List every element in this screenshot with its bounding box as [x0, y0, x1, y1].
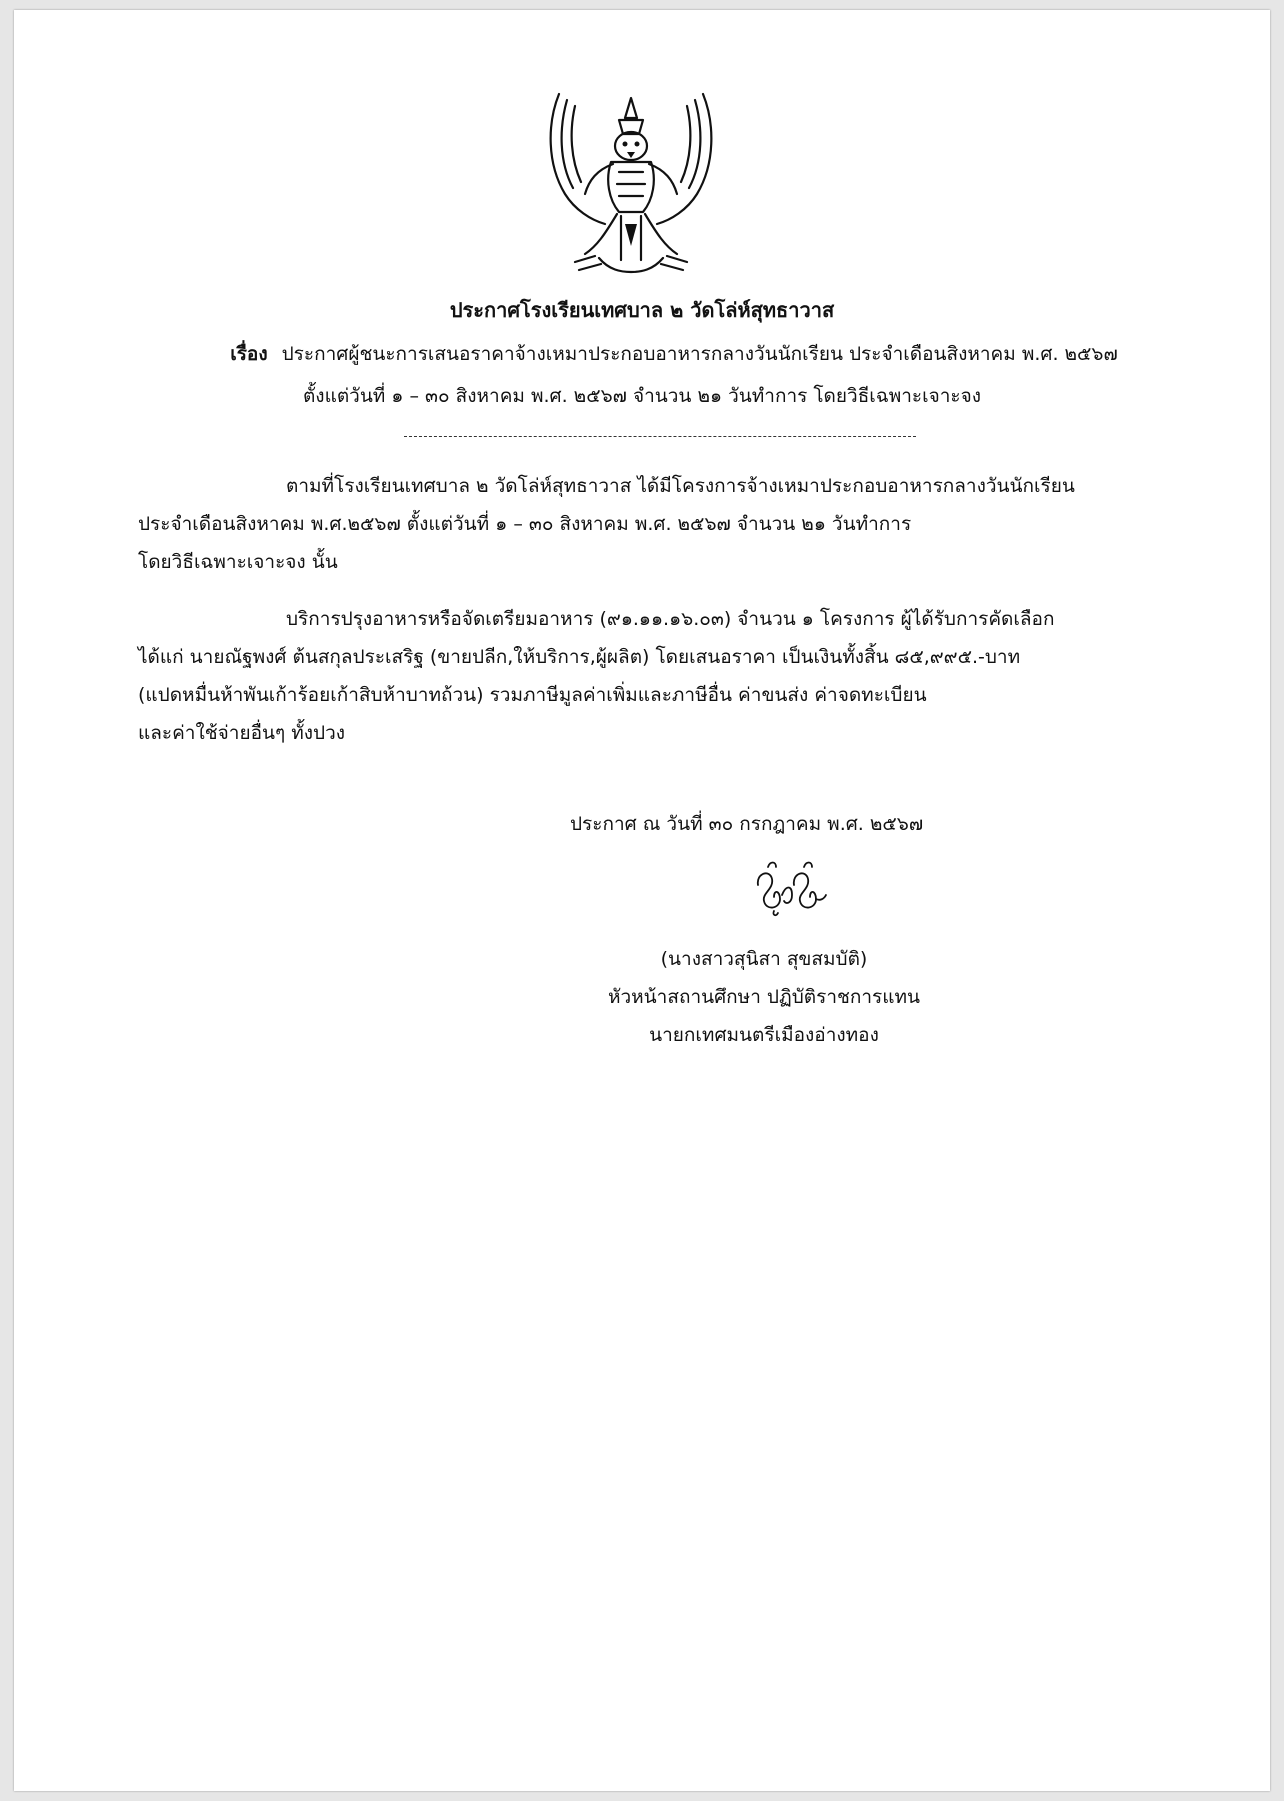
signer-block — [574, 940, 954, 1054]
signer-position: หัวหน้าสถานศึกษา ปฏิบัติราชการแทน — [607, 986, 921, 1008]
handwritten-signature — [752, 855, 832, 919]
document-title: ประกาศโรงเรียนเทศบาล ๒ วัดโล่ห์สุทธาวาส — [449, 298, 835, 322]
paragraph-line: บริการปรุงอาหารหรือจัดเตรียมอาหาร (๙๑.๑๑.๑๖.๐๓) จำนวน ๑ โครงการ ผู้ได้รับการคัดเลือก — [286, 608, 1055, 630]
paragraph-line: ประจำเดือนสิงหาคม พ.ศ.๒๕๖๗ ตั้งแต่วันที่ ๑ – ๓๐ สิงหาคม พ.ศ. ๒๕๖๗ จำนวน ๒๑ วันทำการ — [138, 513, 912, 535]
paragraph-line: และค่าใช้จ่ายอื่นๆ ทั้งปวง — [138, 722, 346, 744]
subject-label: เรื่อง — [230, 343, 268, 365]
separator-line — [404, 436, 916, 437]
subject-line — [154, 340, 1194, 368]
paragraph-1 — [138, 467, 1178, 581]
garuda-emblem-icon — [539, 84, 723, 280]
document-page — [14, 10, 1270, 1791]
paragraph-line: โดยวิธีเฉพาะเจาะจง นั้น — [138, 551, 338, 573]
subject-period-line: ตั้งแต่วันที่ ๑ – ๓๐ สิงหาคม พ.ศ. ๒๕๖๗ จำนวน ๒๑ วันทำการ โดยวิธีเฉพาะเจาะจง — [302, 385, 982, 407]
signer-authority: นายกเทศมนตรีเมืองอ่างทอง — [649, 1024, 879, 1046]
paragraph-line: (แปดหมื่นห้าพันเก้าร้อยเก้าสิบห้าบาทถ้วน) รวมภาษีมูลค่าเพิ่มและภาษีอื่น ค่าขนส่ง ค่าจดทะเบียน — [138, 684, 927, 706]
paragraph-line: ตามที่โรงเรียนเทศบาล ๒ วัดโล่ห์สุทธาวาส ได้มีโครงการจ้างเหมาประกอบอาหารกลางวันนักเรียน — [286, 475, 1075, 497]
paragraph-2 — [138, 600, 1178, 752]
signer-name: (นางสาวสุนิสา สุขสมบัติ) — [660, 948, 868, 970]
paragraph-line: ได้แก่ นายณัฐพงศ์ ต้นสกุลประเสริฐ (ขายปลีก,ให้บริการ,ผู้ผลิต) โดยเสนอราคา เป็นเงินทั้งสิ้น ๘๕,๙๙๕.-บาท — [138, 646, 1021, 668]
subject-text: ประกาศผู้ชนะการเสนอราคาจ้างเหมาประกอบอาหารกลางวันนักเรียน ประจำเดือนสิงหาคม พ.ศ. ๒๕๖๗ — [281, 343, 1118, 365]
announcement-date: ประกาศ ณ วันที่ ๓๐ กรกฎาคม พ.ศ. ๒๕๖๗ — [570, 813, 924, 835]
